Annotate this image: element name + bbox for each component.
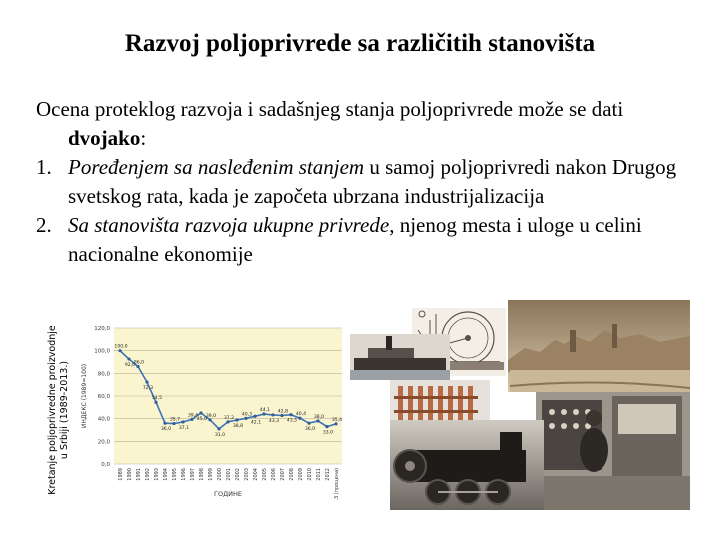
chart-svg bbox=[72, 318, 348, 500]
data-label: 33,0 bbox=[322, 430, 334, 436]
x-tick-label: 1992 bbox=[145, 468, 151, 481]
data-label: 31,0 bbox=[214, 432, 226, 438]
x-tick-label: 2000 bbox=[217, 468, 223, 481]
data-label: 39,4 bbox=[187, 413, 199, 419]
data-label: 92,6 bbox=[124, 363, 136, 369]
locomotive-photo bbox=[390, 420, 544, 510]
data-point bbox=[217, 427, 220, 430]
list-item-emphasis: Sa stanovišta razvoja ukupne privrede bbox=[68, 213, 390, 237]
collage-svg bbox=[350, 300, 690, 510]
data-point bbox=[181, 420, 184, 423]
slide-title: Razvoj poljoprivrede sa različitih stanovišta bbox=[124, 30, 596, 57]
x-tick-label: 1990 bbox=[127, 468, 133, 481]
y-tick-label: 40,0 bbox=[97, 416, 110, 423]
steamboat-photo bbox=[350, 334, 450, 380]
data-label: 54,5 bbox=[151, 396, 163, 402]
y-tick-label: 120,0 bbox=[94, 326, 110, 332]
y-tick-label: 100,0 bbox=[94, 348, 110, 355]
intro-bold-word: dvojako bbox=[68, 126, 141, 150]
data-label: 35,4 bbox=[331, 417, 343, 423]
list-item-text: u samoj poljoprivredi nakon Drugog svetskog rata, kada je započeta ubrzana industrijalizacija bbox=[68, 155, 677, 208]
x-tick-label: 2007 bbox=[280, 468, 286, 481]
x-axis-label: ГОДИНЕ bbox=[213, 490, 243, 498]
sepia-city-photo bbox=[508, 300, 690, 392]
data-label: 40,3 bbox=[241, 412, 253, 418]
x-tick-label: 2011 bbox=[316, 468, 322, 481]
data-point bbox=[163, 422, 166, 425]
x-tick-label: 1999 bbox=[208, 468, 214, 481]
data-point bbox=[199, 411, 202, 414]
y-axis-label: ИНДЕКС (1989=100) bbox=[81, 363, 88, 429]
data-label: 37,1 bbox=[178, 425, 190, 431]
list-item bbox=[36, 153, 686, 211]
list-item-emphasis: Poređenjem sa nasleđenim stanjem bbox=[68, 155, 365, 179]
data-label: 42,1 bbox=[250, 420, 262, 426]
y-tick-label: 60,0 bbox=[97, 394, 110, 400]
x-tick-label: 1991 bbox=[136, 468, 142, 481]
x-tick-label: 2009 bbox=[298, 468, 304, 481]
list-item bbox=[36, 211, 686, 269]
data-label: 45,0 bbox=[196, 417, 208, 422]
y-tick-label: 0,0 bbox=[101, 462, 110, 468]
chart-side-caption bbox=[48, 312, 70, 508]
intro-paragraph bbox=[36, 95, 686, 153]
x-tick-label: 2005 bbox=[262, 468, 268, 481]
x-tick-label: 1989 bbox=[118, 468, 124, 481]
data-label: 36,0 bbox=[304, 427, 316, 433]
data-label: 44,1 bbox=[259, 408, 271, 414]
data-label: 35,7 bbox=[169, 417, 181, 423]
computer-room-photo bbox=[536, 392, 690, 510]
x-tick-label: 1997 bbox=[190, 468, 196, 481]
x-tick-label: 2004 bbox=[253, 468, 259, 481]
y-tick-label: 80,0 bbox=[97, 371, 110, 378]
intro-text: Ocena proteklog razvoja i sadašnjeg stanja poljoprivrede može se dati bbox=[36, 97, 624, 121]
list-number: 2. bbox=[36, 213, 52, 237]
data-point bbox=[271, 413, 274, 416]
x-tick-label: 1996 bbox=[181, 468, 187, 481]
list-item-text: , njenog mesta i uloge u celini nacionalne ekonomije bbox=[68, 213, 642, 266]
data-point bbox=[307, 422, 310, 425]
data-label: 86,0 bbox=[133, 360, 145, 366]
data-point bbox=[235, 418, 238, 421]
data-label: 38,8 bbox=[232, 424, 244, 430]
x-tick-label: 1993 bbox=[154, 468, 160, 481]
data-point bbox=[325, 425, 328, 428]
body-text bbox=[36, 95, 686, 269]
x-tick-label: 1998 bbox=[199, 468, 205, 481]
data-label: 100,0 bbox=[114, 344, 128, 350]
side-caption-line2: u Srbiji (1989-2013.) bbox=[59, 360, 70, 460]
photo-collage bbox=[350, 300, 690, 510]
x-tick-label: 2010 bbox=[307, 468, 313, 481]
x-tick-label: 1994 bbox=[163, 468, 169, 481]
x-tick-label: 2001 bbox=[226, 468, 232, 481]
data-label: 42,8 bbox=[277, 409, 289, 415]
x-tick-label: 2006 bbox=[271, 468, 277, 481]
side-caption-line1: Kretanje poljoprivredne proizvodnje bbox=[47, 325, 58, 495]
data-label: 72,3 bbox=[142, 386, 154, 392]
data-point bbox=[289, 413, 292, 416]
data-label: 39,0 bbox=[205, 413, 217, 419]
x-tick-label: 2012 bbox=[325, 468, 331, 481]
x-tick-label: 1995 bbox=[172, 468, 178, 481]
data-point bbox=[145, 380, 148, 383]
x-tick-label: 2013 (процена) bbox=[334, 468, 340, 500]
side-caption-text bbox=[47, 325, 71, 495]
data-label: 43,3 bbox=[268, 418, 280, 424]
data-label: 38,0 bbox=[313, 414, 325, 420]
data-point bbox=[253, 415, 256, 418]
x-tick-label: 2003 bbox=[244, 468, 250, 481]
y-tick-label: 20,0 bbox=[97, 439, 110, 446]
data-label: 36,0 bbox=[160, 427, 172, 433]
production-index-chart bbox=[72, 318, 348, 500]
data-point bbox=[127, 357, 130, 360]
x-tick-label: 2008 bbox=[289, 468, 295, 481]
intro-colon: : bbox=[140, 126, 147, 150]
data-label: 40,4 bbox=[295, 412, 307, 418]
data-label: 43,5 bbox=[286, 418, 298, 424]
list-number: 1. bbox=[36, 155, 52, 179]
x-tick-label: 2002 bbox=[235, 468, 241, 481]
data-label: 37,2 bbox=[223, 415, 235, 421]
